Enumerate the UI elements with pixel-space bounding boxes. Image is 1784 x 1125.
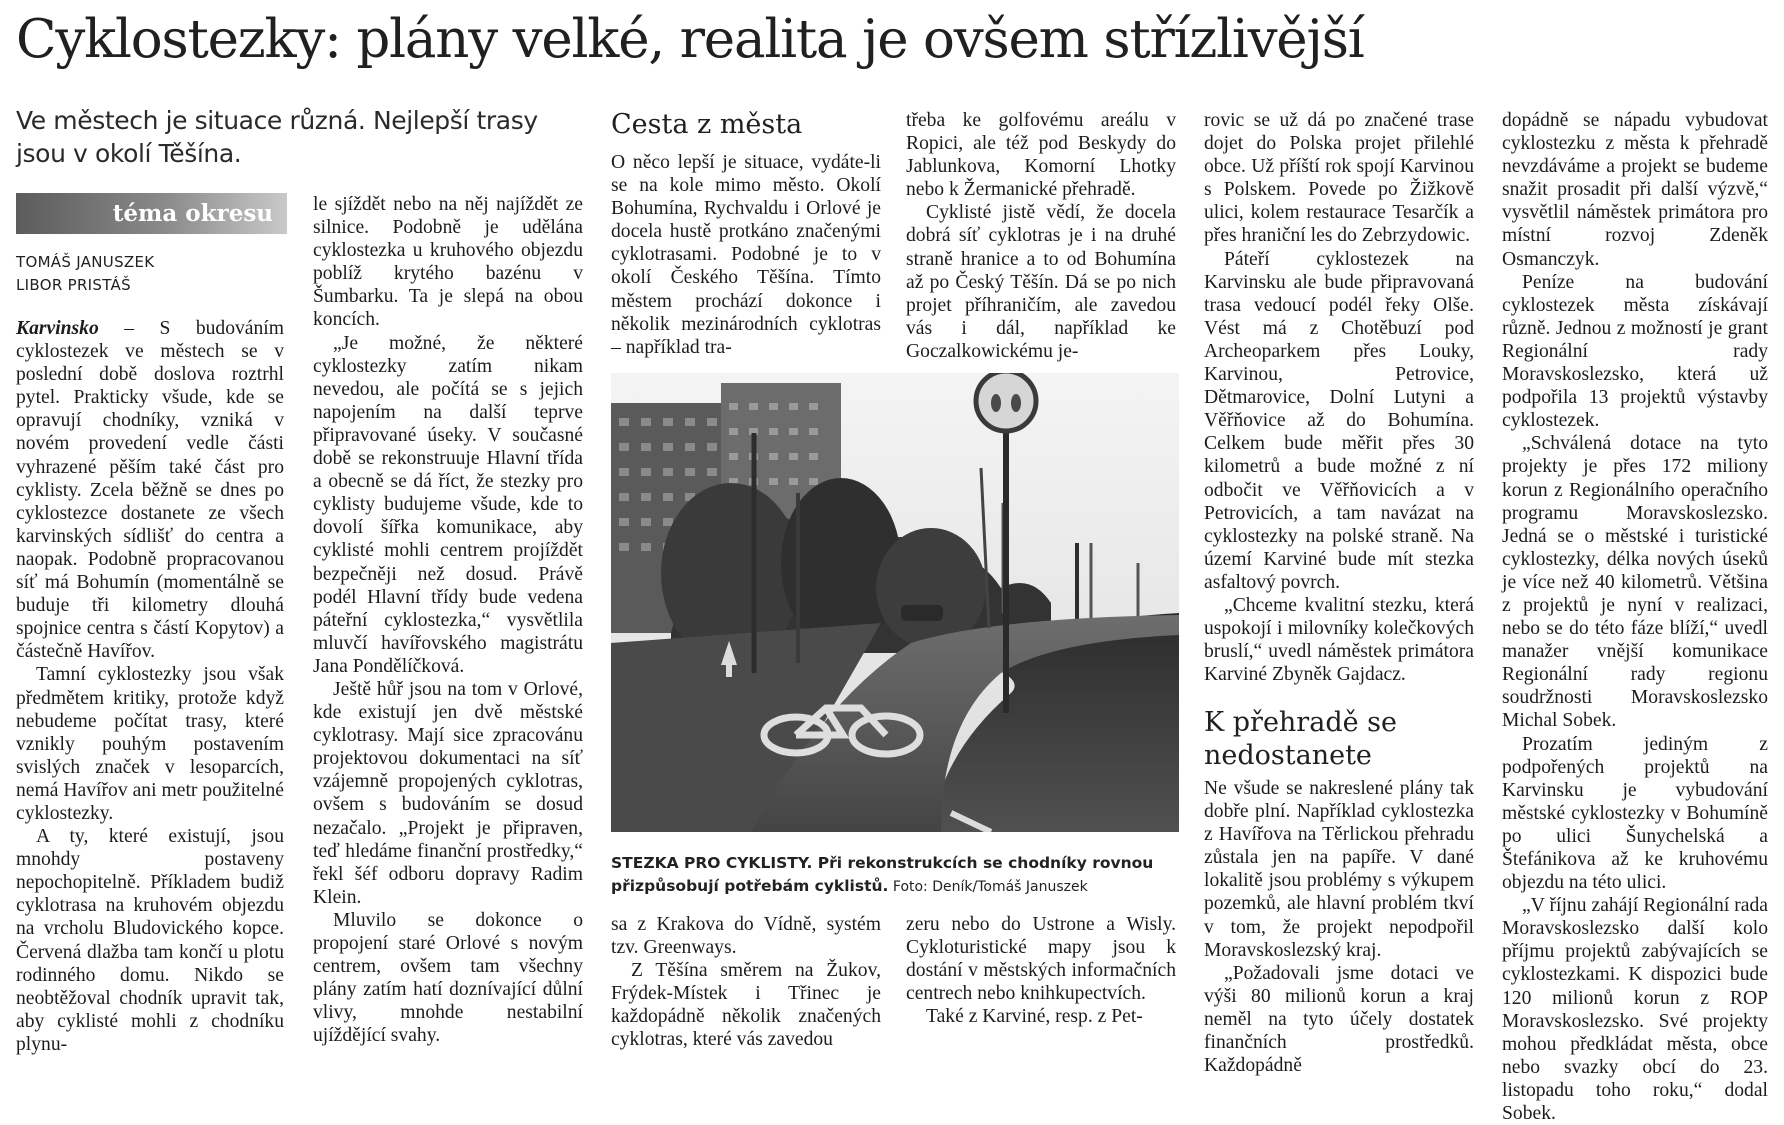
article-column-4-top [906,109,1176,363]
article-column-3-top [611,151,881,359]
paragraph: Ještě hůř jsou na tom v Orlové, kde existují jen dvě městské cyklotrasy. Mají sice zpracovánu projektovou dokumentaci na síť vzájemně propojených cyklotras, ovšem s budováním se dosud nezačalo. „Projekt je připraven, teď hledáme finanční prostředky,“ řekl šéf odboru dopravy Radim Klein. [313,678,583,908]
paragraph: Z Těšína směrem na Žukov, Frýdek-Místek i Třinec je každopádně několik značených cyklotras, které vás zavedou [611,960,881,1051]
section-heading: Cesta z města [611,109,803,140]
paragraph: zeru nebo do Ustrone a Wisly. Cykloturistické mapy jsou k dostání v městských informačních centrech nebo knihkupectvích. [906,914,1176,1005]
paragraph: le sjíždět nebo na něj najíždět ze silnice. Podobně je udělána cyklostezka u kruhového objezdu poblíž krytého bazénu v Šumbarku. Ta je slepá na obou koncích. [313,194,583,331]
paragraph: „Chceme kvalitní stezku, která uspokojí i milovníky kolečkových bruslí,“ uvedl náměstek primátora Karviné Zbyněk Gajdacz. [1204,594,1474,686]
paragraph: třeba ke golfovému areálu v Ropici, ale též pod Beskydy do Jablunkova, Komorní Lhotky nebo k Žermanické přehradě. [906,110,1176,201]
paragraph: „Je možné, že některé cyklostezky zatím nikam nevedou, ale počítá se s jejich napojením na další teprve připravované úseky. V současné době se rekonstruuje Hlavní třída a obecně se dá říct, že stezky pro cyklisty budujeme všude, kde to dovolí šířka komunikace, aby cyklisté mohli centrem projíždět bezpečněji než dosud. Právě podél Hlavní třídy bude vedena páteřní cyklostezka,“ vysvětlila mluvčí havířovského magistrátu Jana Pondělíčková. [313,332,583,677]
article-photo [611,373,1179,832]
article-column-4-bottom [906,913,1176,1028]
subheadline: Ve městech je situace různá. Nejlepší trasy jsou v okolí Těšína. [16,106,538,168]
paragraph: rovic se už dá po značené trase dojet do Polska projet přilehlé obce. Už příští rok spojí Karvinou s Polskem. Povede po Žižkově ulici, kolem restaurace Tesarčík a přes hraniční les do Zebrzydowic. [1204,110,1474,247]
paragraph [16,317,284,663]
article-column-2 [313,193,583,1047]
paragraph: Prozatím jediným z podpořených projektů na Karvinsku je vybudování městské cyklostezky v Bohumíně po ulici Šunychelská a Štefánikova až ke kruhovému objezdu na této ulici. [1502,733,1768,894]
paragraph: A ty, které existují, jsou mnohdy postaveny nepochopitelně. Příkladem budiž cyklotrasa na kruhovém objezdu na vrcholu Bludovického kopce. Červená dlažba tam končí u plotu rodinného domu. Nikdo se neobtěžoval chodník upravit tak, aby cyklisté mohli z chodníku plynu- [16,826,284,1055]
article-column-5 [1204,109,1474,686]
paragraph: Páteří cyklostezek na Karvinsku ale bude připravovaná trasa vedoucí podél řeky Olše. Vést má z Chotěbuzí pod Archeoparkem přes Louky, Karvinou, Petrovice, Dětmarovice, Dolní Lutyni a Věřňovice až do Bohumína. Celkem bude měřit přes 30 kilometrů a bude možné z ní odbočit ve Věřňovicích a v Petrovicích, a tam navázat na cyklostezky na polské straně. Na území Karviné bude mít stezka asfaltový povrch. [1204,248,1474,593]
article-column-6 [1502,109,1768,1125]
paragraph: Cyklisté jistě vědí, že docela dobrá síť cyklotras je i na druhé straně hranice a to od Bohumína až po Český Těšín. Dá se po nich projet příhraničím, ale zavedou vás i dál, například ke Goczalkowickému je- [906,202,1176,362]
paragraph: „V říjnu zahájí Regionální rada Moravskoslezsko další kolo příjmu projektů zabývajících se cyklostezkami. K dispozici bude 120 milionů korun z ROP Moravskoslezsko. Své projekty mohou předkládat města, obce nebo svazky obcí do 23. listopadu toho roku,“ dodal Sobek. [1502,895,1768,1125]
section-tag: téma okresu [16,193,287,234]
headline: Cyklostezky: plány velké, realita je ovšem střízlivější [16,9,1364,70]
paragraph: Ne všude se nakreslené plány tak dobře plní. Například cyklostezka z Havířova na Těrlickou přehradu zůstala jen na papíře. V dané lokalitě jsou problémy s výkupem pozemků, ale hlavní problém tkví v tom, že projekt nepodpořil Moravskoslezský kraj. [1204,778,1474,961]
article-column-1 [16,317,284,1056]
article-column-5-lower [1204,777,1474,1077]
author-name: LIBOR PRISTÁŠ [16,276,131,294]
paragraph: O něco lepší je situace, vydáte-li se na kole mimo město. Okolí Bohumína, Rychvaldu i Orlové je docela hustě protkáno značenými cyklotrasami. Podobné je to v okolí Českého Těšína. Tímto městem prochází dokonce i několik mezinárodních cyklotras – například tra- [611,152,881,358]
byline [16,251,296,297]
author-name: TOMÁŠ JANUSZEK [16,253,155,271]
paragraph: Také z Karviné, resp. z Pet- [926,1006,1143,1028]
paragraph: „Požadovali jsme dotaci ve výši 80 milionů korun a kraj neměl na tyto účely dostatek finančních prostředků. Každopádně [1204,962,1474,1077]
caption-title: STEZKA PRO CYKLISTY. [611,854,813,872]
paragraph: Tamní cyklostezky jsou však předmětem kritiky, protože když nebudeme počítat trasy, které vznikly pouhým postavením svislých značek v lesoparcích, nemá Havířov ani metr použitelné cyklostezky. [16,664,284,824]
paragraph: „Schválená dotace na tyto projekty je přes 172 miliony korun z Regionálního operačního programu Moravskoslezsko. Jedná se o městské i turistické cyklostezky, délka nových úseků je více než 40 kilometrů. Většina z projektů je nyní v realizaci, nebo se do této fáze blíží,“ uvedl manažer vnější komunikace Regionální rady regionu soudržnosti Moravskoslezsko Michal Sobek. [1502,433,1768,732]
paragraph: dopádně se nápadu vybudovat cyklostezku z města k přehradě nevzdáváme a projekt se budeme snažit prosadit při další výzvě,“ vysvětlil náměstek primátora pro místní rozvoj Zdeněk Osmanczyk. [1502,110,1768,270]
paragraph-text: – S budováním cyklostezek ve městech se v poslední době doslova roztrhl pytel. Prakticky všude, kde se opravují chodníky, vzniká v novém provedení vedle části vyhrazené pěším také část pro cyklisty. Zcela běžně se dnes po cyklostezce dostanete ze všech karvinských sídlišť do centra a naopak. Podobně propracovanou síť má Bohumín (momentálně se buduje tři kilometry dlouhá spojnice centra s částí Kopytov) a částečně Havířov. [16,318,284,663]
cycle-path-photo [611,373,1179,832]
paragraph: Peníze na budování cyklostezek města získávají různě. Jednou z možností je grant Regionální rady Moravskoslezsko, která už podpořila 13 projektů výstavby cyklostezek. [1502,271,1768,432]
dateline: Karvinsko [16,318,99,339]
caption-text: Při rekonstrukcích se chodníky rovnou přizpůsobují potřebám cyklistů. [611,854,1154,895]
article-column-3-bottom [611,913,881,1052]
photo-caption [611,852,1181,899]
section-heading: K přehradě se nedostanete [1204,707,1397,771]
paragraph: sa z Krakova do Vídně, systém tzv. Greenways. [611,914,881,959]
paragraph: Mluvilo se dokonce o propojení staré Orlové s novým centrem, ovšem tam všechny plány zatím hatí doznívající důlní vlivy, mnohde nestabilní ujíždějící svahy. [313,909,583,1047]
photo-credit: Foto: Deník/Tomáš Januszek [888,879,1088,895]
